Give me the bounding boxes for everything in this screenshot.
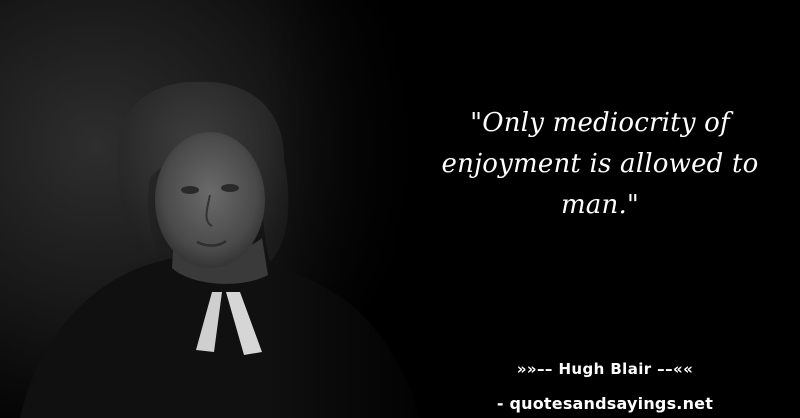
author-attribution: »»–– Hugh Blair ––«« bbox=[516, 360, 694, 378]
quote-line: "Only mediocrity of bbox=[470, 108, 730, 138]
quote-line: enjoyment is allowed to bbox=[441, 149, 759, 179]
source-website: - quotesandsayings.net bbox=[496, 394, 714, 413]
quote-text bbox=[420, 103, 780, 226]
quote-line: man." bbox=[560, 190, 640, 220]
